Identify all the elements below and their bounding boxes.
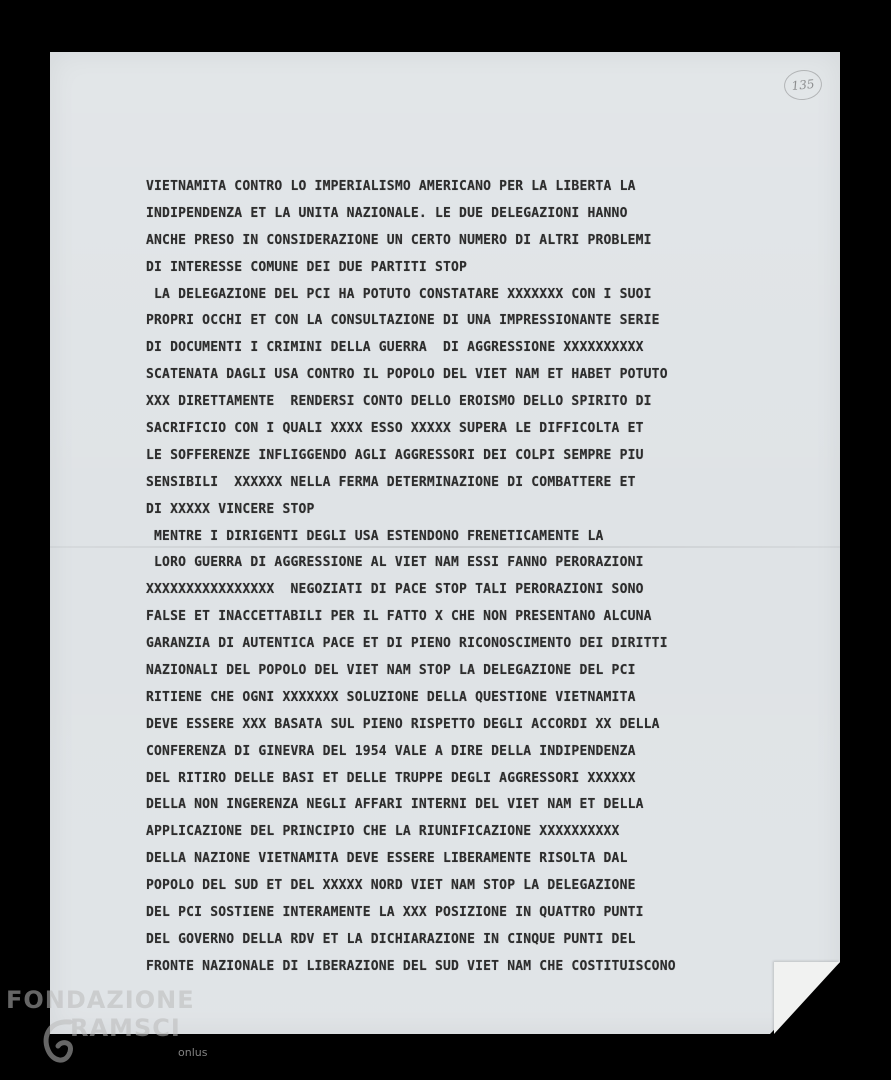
text-line: NAZIONALI DEL POPOLO DEL VIET NAM STOP LA DELEGAZIONE DEL PCI bbox=[146, 663, 636, 679]
text-line: LE SOFFERENZE INFLIGGENDO AGLI AGGRESSORI DEI COLPI SEMPRE PIU bbox=[146, 447, 644, 463]
text-line: DEL GOVERNO DELLA RDV ET LA DICHIARAZIONE IN CINQUE PUNTI DEL bbox=[146, 931, 636, 947]
text-line: SENSIBILI XXXXXX NELLA FERMA DETERMINAZIONE DI COMBATTERE ET bbox=[146, 474, 636, 490]
text-line: POPOLO DEL SUD ET DEL XXXXX NORD VIET NAM STOP LA DELEGAZIONE bbox=[146, 878, 636, 894]
archive-page-number: 135 bbox=[783, 68, 824, 102]
text-line: DELLA NAZIONE VIETNAMITA DEVE ESSERE LIBERAMENTE RISOLTA DAL bbox=[146, 851, 628, 867]
text-line: LORO GUERRA DI AGGRESSIONE AL VIET NAM ESSI FANNO PERORAZIONI bbox=[146, 555, 644, 571]
text-line: SCATENATA DAGLI USA CONTRO IL POPOLO DEL VIET NAM ET HABET POTUTO bbox=[146, 367, 668, 383]
text-line: DI XXXXX VINCERE STOP bbox=[146, 501, 315, 517]
text-line: DI INTERESSE COMUNE DEI DUE PARTITI STOP bbox=[146, 259, 468, 275]
watermark-subtitle: onlus bbox=[178, 1046, 208, 1059]
text-line: FRONTE NAZIONALE DI LIBERAZIONE DEL SUD VIET NAM CHE COSTITUISCONO bbox=[146, 958, 676, 974]
text-line: VIETNAMITA CONTRO LO IMPERIALISMO AMERICANO PER LA LIBERTA LA bbox=[146, 179, 636, 194]
text-line: INDIPENDENZA ET LA UNITA NAZIONALE. LE DUE DELEGAZIONI HANNO bbox=[146, 205, 628, 221]
text-line: XXXXXXXXXXXXXXXX NEGOZIATI DI PACE STOP TALI PERORAZIONI SONO bbox=[146, 582, 644, 598]
text-line: GARANZIA DI AUTENTICA PACE ET DI PIENO RICONOSCIMENTO DEI DIRITTI bbox=[146, 636, 668, 652]
text-line: RITIENE CHE OGNI XXXXXXX SOLUZIONE DELLA QUESTIONE VIETNAMITA bbox=[146, 689, 636, 705]
text-line: DEVE ESSERE XXX BASATA SUL PIENO RISPETTO DEGLI ACCORDI XX DELLA bbox=[146, 716, 660, 732]
folded-corner-flap bbox=[774, 962, 840, 1034]
text-line: PROPRI OCCHI ET CON LA CONSULTAZIONE DI UNA IMPRESSIONANTE SERIE bbox=[146, 313, 660, 329]
text-line: ANCHE PRESO IN CONSIDERAZIONE UN CERTO NUMERO DI ALTRI PROBLEMI bbox=[146, 232, 652, 248]
text-line: XXX DIRETTAMENTE RENDERSI CONTO DELLO EROISMO DELLO SPIRITO DI bbox=[146, 394, 652, 410]
text-line: DEL PCI SOSTIENE INTERAMENTE LA XXX POSIZIONE IN QUATTRO PUNTI bbox=[146, 905, 644, 921]
watermark-line-1: FONDAZIONE bbox=[6, 986, 195, 1014]
text-line: MENTRE I DIRIGENTI DEGLI USA ESTENDONO FRENETICAMENTE LA bbox=[146, 528, 604, 544]
text-line: FALSE ET INACCETTABILI PER IL FATTO X CHE NON PRESENTANO ALCUNA bbox=[146, 609, 652, 625]
text-line: LA DELEGAZIONE DEL PCI HA POTUTO CONSTATARE XXXXXXX CON I SUOI bbox=[146, 286, 652, 302]
fondazione-gramsci-watermark bbox=[6, 986, 226, 1076]
text-line: DI DOCUMENTI I CRIMINI DELLA GUERRA DI AGGRESSIONE XXXXXXXXXX bbox=[146, 340, 644, 356]
text-line: DELLA NON INGERENZA NEGLI AFFARI INTERNI DEL VIET NAM ET DELLA bbox=[146, 797, 644, 813]
text-line: DEL RITIRO DELLE BASI ET DELLE TRUPPE DEGLI AGGRESSORI XXXXXX bbox=[146, 770, 636, 786]
text-line: CONFERENZA DI GINEVRA DEL 1954 VALE A DIRE DELLA INDIPENDENZA bbox=[146, 743, 636, 759]
text-line: SACRIFICIO CON I QUALI XXXX ESSO XXXXX SUPERA LE DIFFICOLTA ET bbox=[146, 421, 644, 437]
typed-text-body bbox=[146, 174, 676, 981]
text-line: APPLICAZIONE DEL PRINCIPIO CHE LA RIUNIFICAZIONE XXXXXXXXXX bbox=[146, 824, 620, 840]
typewritten-page bbox=[50, 52, 840, 1034]
watermark-line-2: RAMSCI bbox=[70, 1014, 181, 1042]
